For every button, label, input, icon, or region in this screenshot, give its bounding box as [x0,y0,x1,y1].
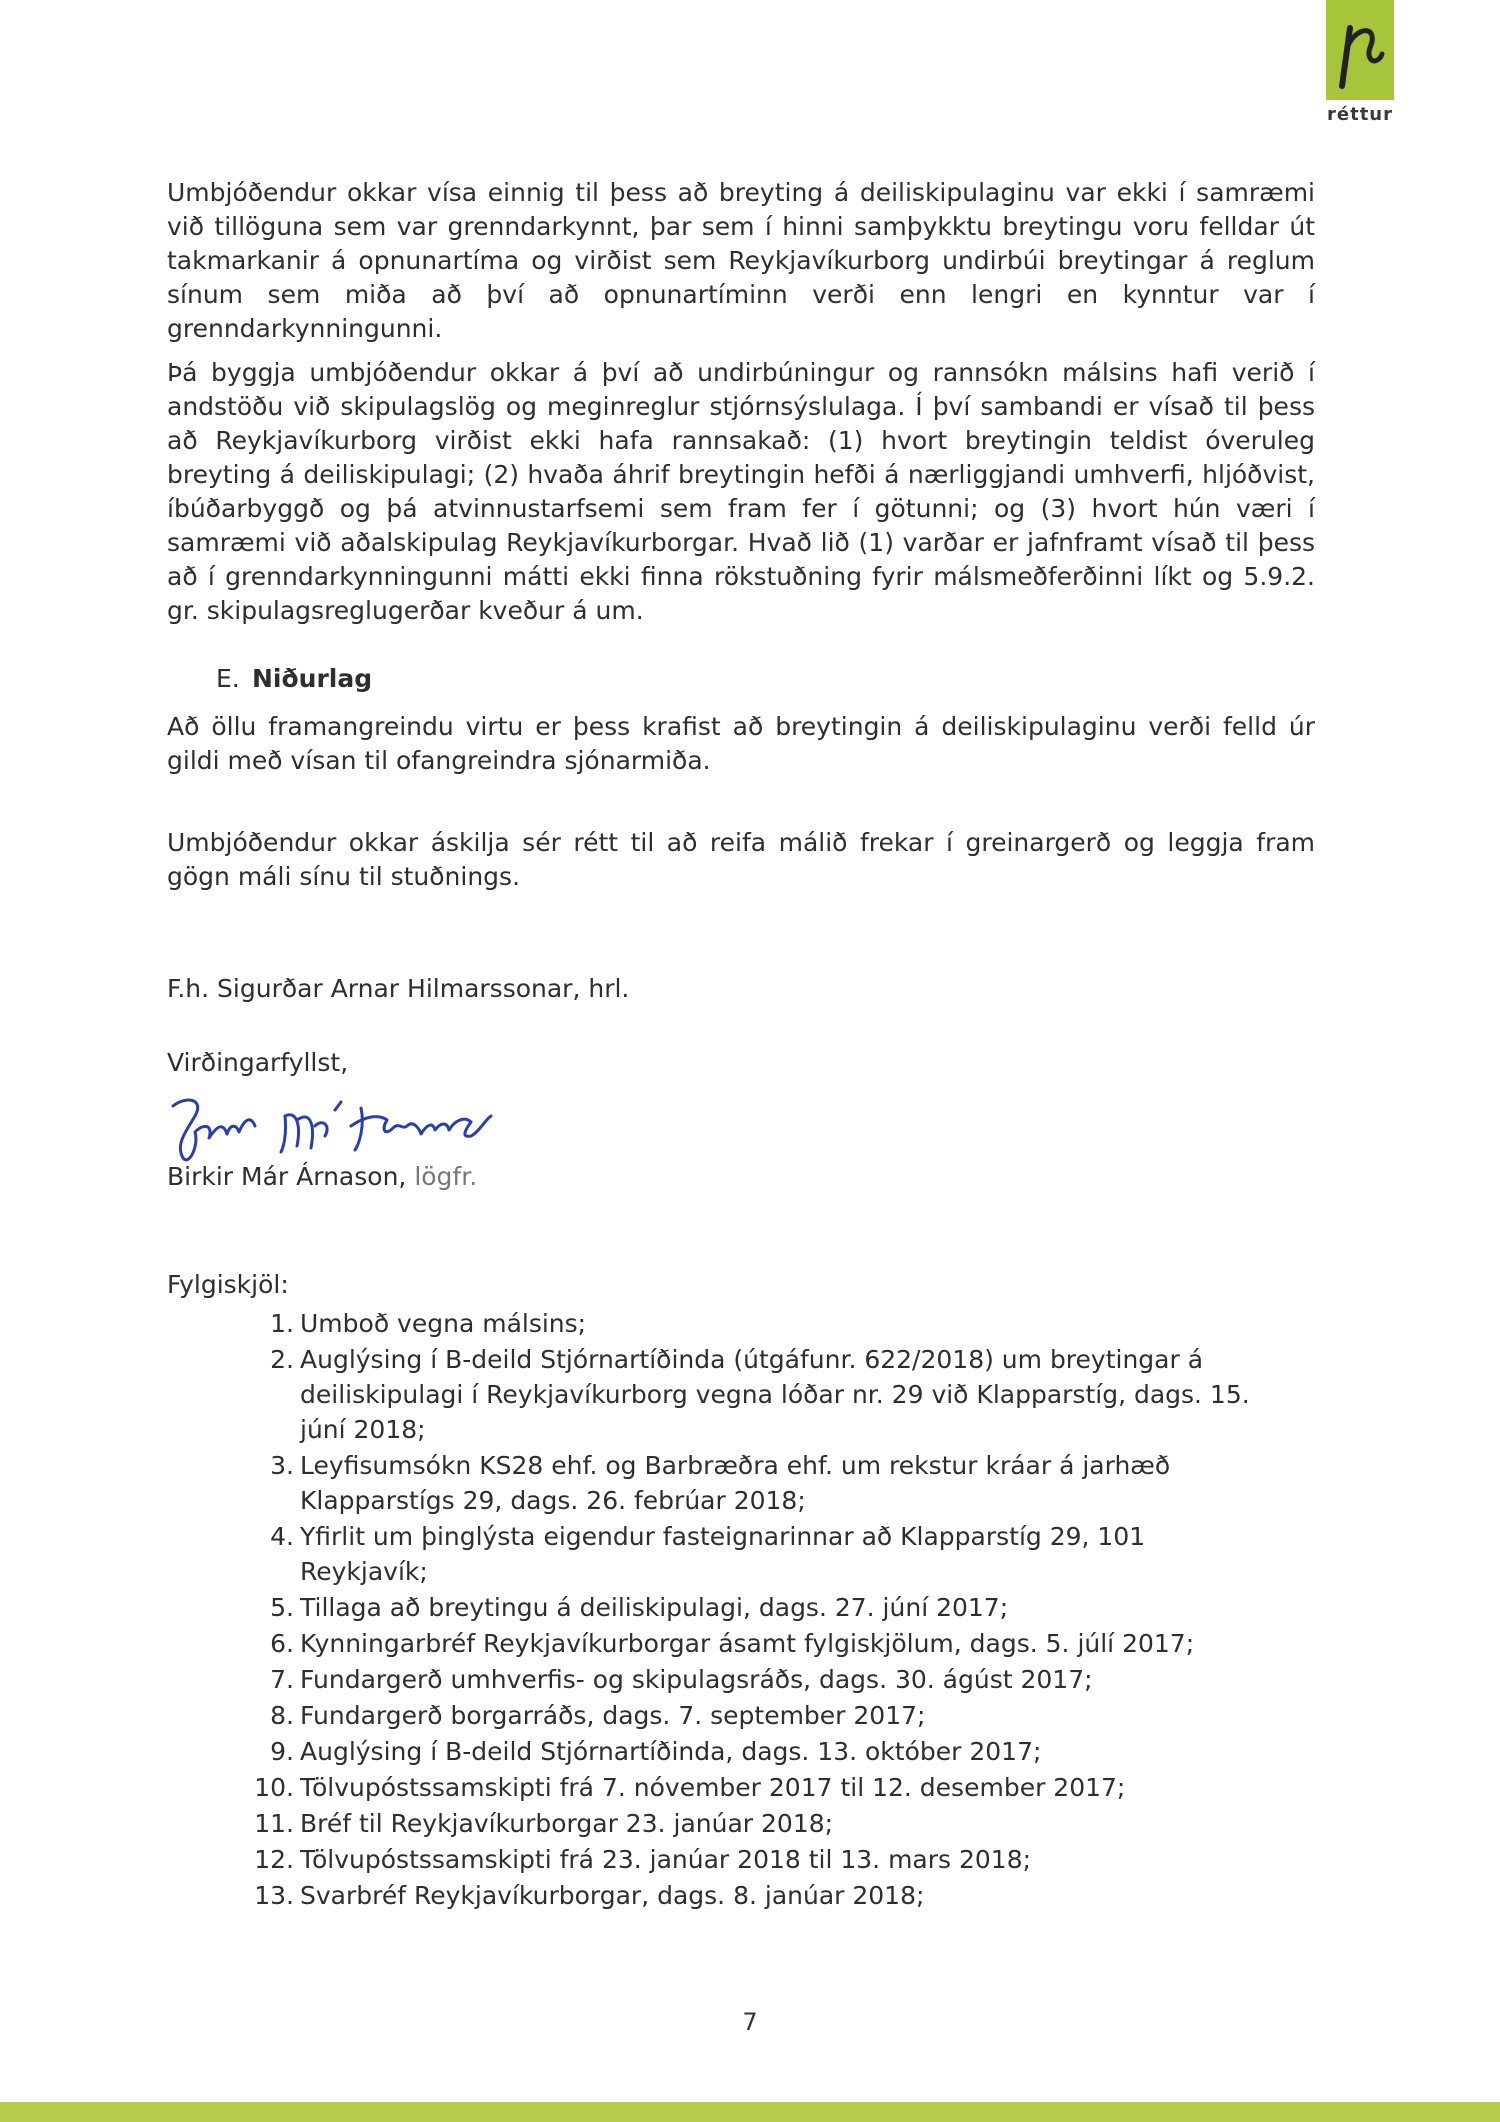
section-heading-text: Niðurlag [252,664,373,693]
on-behalf-line: F.h. Sigurðar Arnar Hilmarssonar, hrl. [167,974,630,1003]
signature-text: Birkir Már Árnason [165,1086,175,1087]
logo-r-mark-icon [1336,20,1386,90]
attachment-item [250,1626,1270,1661]
attachment-item [250,1342,1270,1447]
attachment-number: 4. [270,1522,294,1551]
paragraph-3: Að öllu framangreindu virtu er þess krafist að breytingin á deiliskipulaginu verði felld úr gildi með vísan til ofangreindra sjónarmiða. [167,712,1315,775]
attachments-list [250,1306,1270,1914]
attachment-number: 12. [254,1845,294,1874]
attachment-item [250,1806,1270,1841]
section-heading [216,664,372,693]
attachment-item [250,1878,1270,1913]
attachment-item [250,1734,1270,1769]
attachment-item [250,1448,1270,1518]
attachment-number: 2. [270,1345,294,1374]
attachment-number: 10. [254,1773,294,1802]
logo [1326,0,1394,100]
attachment-item [250,1519,1270,1589]
page-number: 7 [742,2008,758,2036]
signer-name: Birkir Már Árnason, [167,1162,407,1191]
attachment-text: Fundargerð borgarráðs, dags. 7. september 2017; [300,1701,926,1730]
attachment-item [250,1306,1270,1341]
section-heading-letter: E. [216,664,240,693]
attachment-text: Umboð vegna málsins; [300,1309,587,1338]
signer-title: lögfr. [414,1162,478,1191]
footer-band [0,2102,1500,2122]
attachment-number: 7. [270,1665,294,1694]
signer-line [167,1160,477,1194]
attachment-text: Auglýsing í B-deild Stjórnartíðinda (útgáfunr. 622/2018) um breytingar á deiliskipulagi í Reykjavíkurborg vegna lóðar nr. 29 við Klapparstíg, dags. 15. júní 2018; [300,1345,1250,1444]
attachment-number: 11. [254,1809,294,1838]
attachment-text: Svarbréf Reykjavíkurborgar, dags. 8. janúar 2018; [300,1881,925,1910]
attachment-text: Fundargerð umhverfis- og skipulagsráðs, dags. 30. ágúst 2017; [300,1665,1093,1694]
attachment-text: Yfirlit um þinglýsta eigendur fasteignarinnar að Klapparstíg 29, 101 Reykjavík; [300,1522,1146,1586]
attachment-number: 9. [270,1737,294,1766]
attachment-text: Leyfisumsókn KS28 ehf. og Barbræðra ehf. um rekstur kráar á jarhæð Klapparstígs 29, dags. 26. febrúar 2018; [300,1451,1171,1515]
attachment-item [250,1842,1270,1877]
attachment-text: Tölvupóstssamskipti frá 7. nóvember 2017 til 12. desember 2017; [300,1773,1126,1802]
attachment-text: Tillaga að breytingu á deiliskipulagi, dags. 27. júní 2017; [300,1593,1009,1622]
paragraph-2: Þá byggja umbjóðendur okkar á því að undirbúningur og rannsókn málsins hafi verið í andstöðu við skipulagslög og meginreglur stjórnsýslulaga. Í því sambandi er vísað til þess að Reykjavíkurborg virðist ekki hafa rannsakað: (1) hvort breytingin teldist óveruleg breyting á deiliskipulagi; (2) hvaða áhrif breytingin hefði á nærliggjandi umhverfi, hljóðvist, íbúðarbyggð og þá atvinnustarfsemi sem fram fer í götunni; og (3) hvort hún væri í samræmi við aðalskipulag Reykjavíkurborgar. Hvað lið (1) varðar er jafnframt vísað til þess að í grenndarkynningunni mátti ekki finna rökstuðning fyrir málsmeðferðinni líkt og 5.9.2. gr. skipulagsreglugerðar kveður á um. [167,358,1315,625]
attachment-item [250,1662,1270,1697]
attachment-number: 1. [270,1309,294,1338]
attachment-number: 8. [270,1701,294,1730]
attachments-heading: Fylgiskjöl: [167,1270,289,1299]
attachment-item [250,1698,1270,1733]
attachment-number: 5. [270,1593,294,1622]
attachment-item [250,1770,1270,1805]
attachment-text: Bréf til Reykjavíkurborgar 23. janúar 2018; [300,1809,834,1838]
regards-line: Virðingarfyllst, [167,1048,349,1077]
attachment-number: 13. [254,1881,294,1910]
logo-wordmark: réttur [1327,104,1393,125]
attachment-text: Tölvupóstssamskipti frá 23. janúar 2018 til 13. mars 2018; [300,1845,1032,1874]
attachment-item [250,1590,1270,1625]
paragraph-4: Umbjóðendur okkar áskilja sér rétt til að reifa málið frekar í greinargerð og leggja fram gögn máli sínu til stuðnings. [167,828,1315,891]
handwritten-signature [165,1086,495,1166]
attachment-number: 6. [270,1629,294,1658]
attachment-text: Auglýsing í B-deild Stjórnartíðinda, dags. 13. október 2017; [300,1737,1042,1766]
attachment-text: Kynningarbréf Reykjavíkurborgar ásamt fylgiskjölum, dags. 5. júlí 2017; [300,1629,1195,1658]
paragraph-1: Umbjóðendur okkar vísa einnig til þess að breyting á deiliskipulaginu var ekki í samræmi við tillöguna sem var grenndarkynnt, þar sem í hinni samþykktu breytingu voru felldar út takmarkanir á opnunartíma og virðist sem Reykjavíkurborg undirbúi breytingar á reglum sínum sem miða að því að opnunartíminn verði enn lengri en kynntur var í grenndarkynningunni. [167,178,1315,343]
attachment-number: 3. [270,1451,294,1480]
